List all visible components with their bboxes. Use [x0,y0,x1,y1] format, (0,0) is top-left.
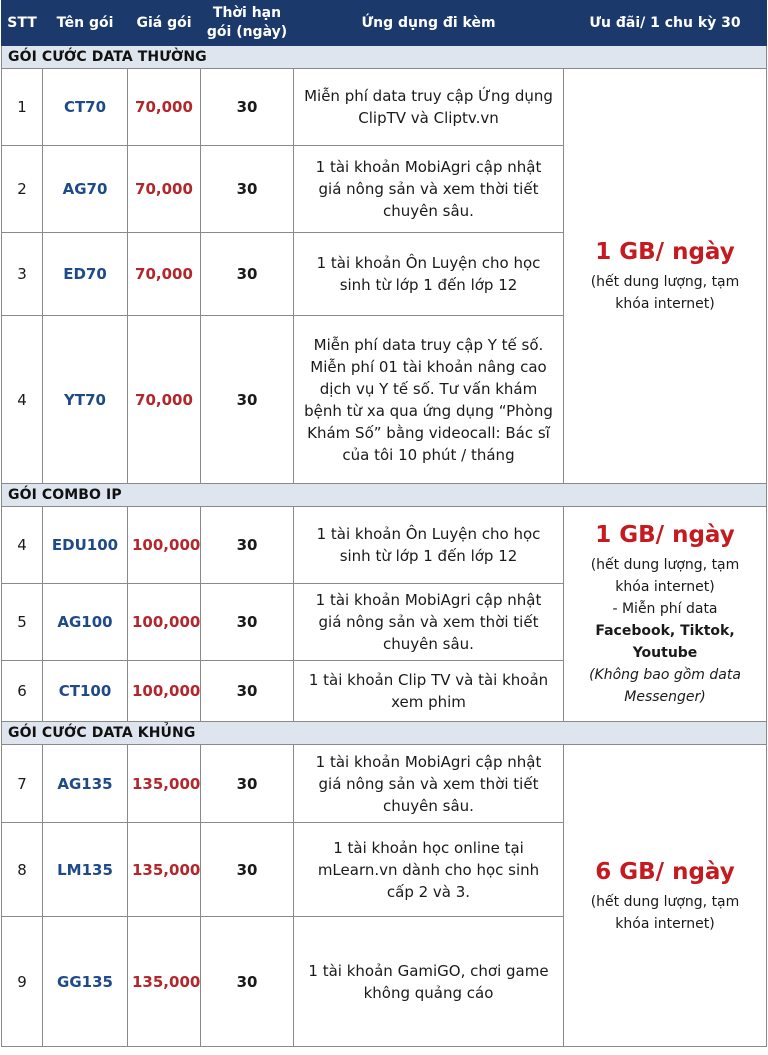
cell-app: 1 tài khoản học online tại mLearn.vn dành cho học sinh cấp 2 và 3. [294,823,564,917]
cell-days: 30 [201,917,294,1047]
offer-apps: Facebook, Tiktok, Youtube [595,623,735,661]
cell-days: 30 [201,507,294,584]
offer-cell [564,69,767,484]
cell-name: AG70 [43,146,128,233]
offer-main: 6 GB/ ngày [595,858,735,885]
header-apps: Ứng dụng đi kèm [294,1,564,46]
cell-stt: 9 [2,917,43,1047]
header-price: Giá gói [128,1,201,46]
header-stt: STT [2,1,43,46]
section-data-khung [2,722,767,745]
section-title: GÓI COMBO IP [2,484,767,507]
cell-name: EDU100 [43,507,128,584]
cell-price: 100,000 [128,584,201,661]
section-title: GÓI CƯỚC DATA THƯỜNG [2,46,767,69]
cell-stt: 5 [2,584,43,661]
cell-name: AG100 [43,584,128,661]
cell-stt: 4 [2,316,43,484]
offer-exclusion: (Không bao gồm data Messenger) [589,667,741,705]
table-row [2,507,767,584]
cell-days: 30 [201,316,294,484]
cell-name: CT100 [43,661,128,722]
header-row [2,1,767,46]
cell-app: Miễn phí data truy cập Ứng dụng ClipTV và Cliptv.vn [294,69,564,146]
cell-stt: 6 [2,661,43,722]
cell-stt: 2 [2,146,43,233]
cell-app: 1 tài khoản MobiAgri cập nhật giá nông sản và xem thời tiết chuyên sâu. [294,584,564,661]
cell-name: CT70 [43,69,128,146]
cell-app: Miễn phí data truy cập Y tế số. Miễn phí 01 tài khoản nâng cao dịch vụ Y tế số. Tư vấn khám bệnh từ xa qua ứng dụng “Phòng Khám Số” bằng videocall: Bác sĩ của tôi 10 phút / tháng [294,316,564,484]
cell-name: GG135 [43,917,128,1047]
offer-note: (hết dung lượng, tạm khóa internet) [590,557,740,595]
offer-main: 1 GB/ ngày [595,239,735,265]
cell-stt: 8 [2,823,43,917]
cell-price: 135,000 [128,823,201,917]
header-name: Tên gói [43,1,128,46]
cell-stt: 7 [2,745,43,823]
cell-stt: 4 [2,507,43,584]
cell-days: 30 [201,661,294,722]
cell-days: 30 [201,233,294,316]
cell-days: 30 [201,745,294,823]
cell-app: 1 tài khoản Ôn Luyện cho học sinh từ lớp 1 đến lớp 12 [294,507,564,584]
cell-name: LM135 [43,823,128,917]
cell-days: 30 [201,584,294,661]
cell-price: 100,000 [128,507,201,584]
cell-price: 135,000 [128,745,201,823]
offer-note: (hết dung lượng, tạm khóa internet) [590,274,740,312]
cell-price: 100,000 [128,661,201,722]
cell-app: 1 tài khoản MobiAgri cập nhật giá nông sản và xem thời tiết chuyên sâu. [294,146,564,233]
cell-app: 1 tài khoản MobiAgri cập nhật giá nông sản và xem thời tiết chuyên sâu. [294,745,564,823]
offer-note: (hết dung lượng, tạm khóa internet) [590,893,740,932]
cell-name: AG135 [43,745,128,823]
section-data-thuong [2,46,767,69]
cell-days: 30 [201,146,294,233]
cell-price: 70,000 [128,69,201,146]
package-table [1,0,767,1047]
cell-price: 135,000 [128,917,201,1047]
table-row [2,69,767,146]
header-days: Thời hạn gói (ngày) [201,1,294,46]
offer-main: 1 GB/ ngày [595,522,735,548]
cell-days: 30 [201,69,294,146]
cell-stt: 3 [2,233,43,316]
cell-name: YT70 [43,316,128,484]
table-row [2,745,767,823]
section-title: GÓI CƯỚC DATA KHỦNG [2,722,767,745]
cell-price: 70,000 [128,146,201,233]
offer-cell [564,745,767,1047]
cell-app: 1 tài khoản GamiGO, chơi game không quảng cáo [294,917,564,1047]
cell-stt: 1 [2,69,43,146]
header-offer: Ưu đãi/ 1 chu kỳ 30 [564,1,767,46]
cell-price: 70,000 [128,233,201,316]
offer-extra: - Miễn phí data [612,601,718,617]
cell-app: 1 tài khoản Ôn Luyện cho học sinh từ lớp 1 đến lớp 12 [294,233,564,316]
section-combo-ip [2,484,767,507]
cell-price: 70,000 [128,316,201,484]
offer-cell [564,507,767,722]
cell-name: ED70 [43,233,128,316]
cell-app: 1 tài khoản Clip TV và tài khoản xem phim [294,661,564,722]
cell-days: 30 [201,823,294,917]
